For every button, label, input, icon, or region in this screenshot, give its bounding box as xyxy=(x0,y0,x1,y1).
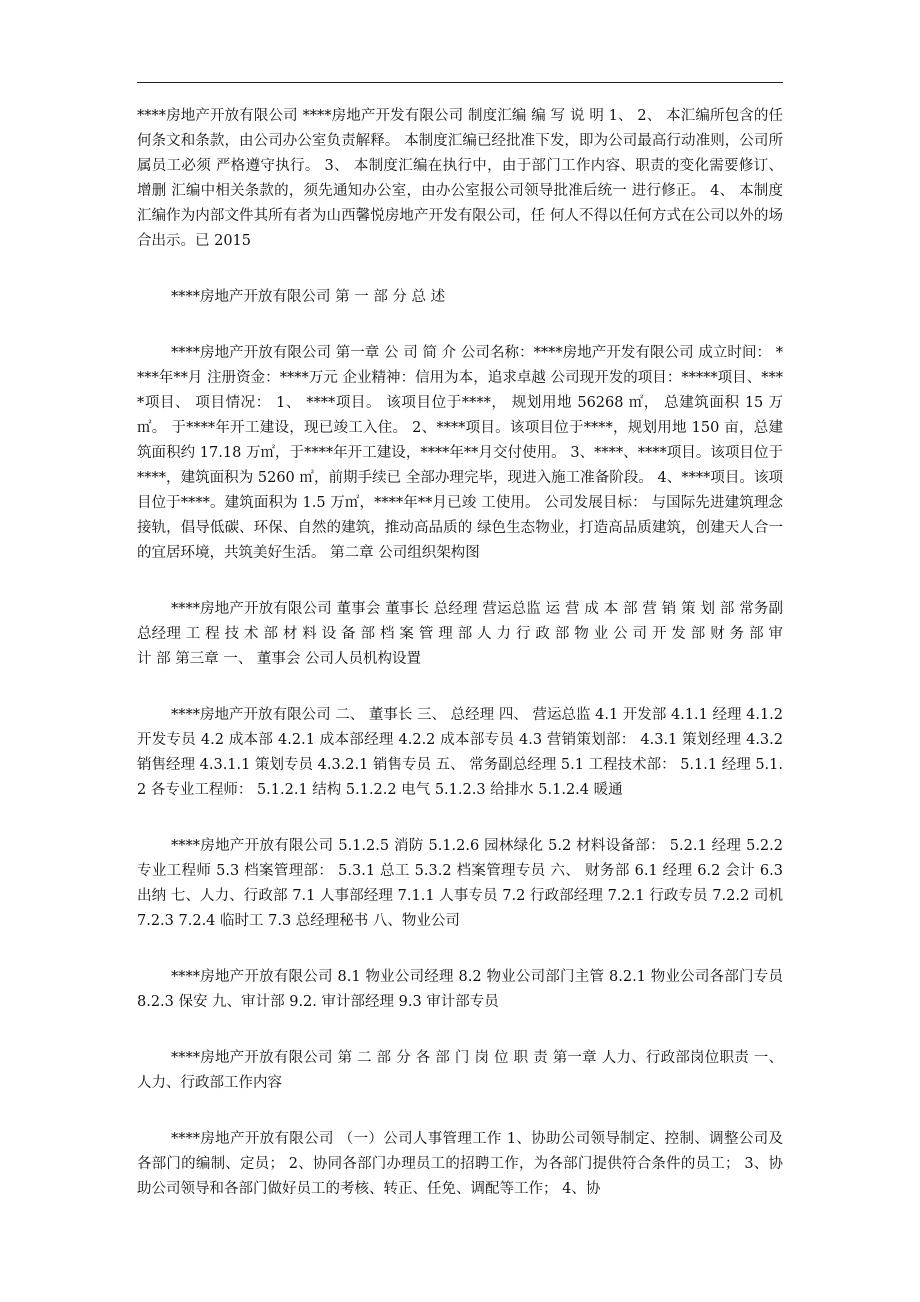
paragraph-positions-2: ****房地产开放有限公司 5.1.2.5 消防 5.1.2.6 园林绿化 5.2 材料设备部： 5.2.1 经理 5.2.2 专业工程师 5.3 档案管理部： 5.3.1 总工 5.3.2 档案管理专员 六、 财务部 6.1 经理 6.2 会计 6.3 出纳 七、人力、行政部 7.1 人事部经理 7.1.1 人事专员 7.2 行政部经理 7.2.1 行政专员 7.2.2 司机 7.2.3 7.2.4 临时工 7.3 总经理秘书 八、物业公司 xyxy=(137,838,783,929)
paragraph-intro: ****房地产开放有限公司 ****房地产开发有限公司 制度汇编 编 写 说 明 1、 2、 本汇编所包含的任何条文和条款，由公司办公室负责解释。 本制度汇编已经批准下发，即为公司最高行动准则，公司所属员工必须 严格遵守执行。 3、 本制度汇编在执行中，由于部门工作内容、职责的变化需要修订、增删 汇编中相关条款的，须先通知办公室，由办公室报公司领导批准后统一 进行修正。 4、 本制度汇编作为内部文件其所有者为山西馨悦房地产开发有限公司，任 何人不得以任何方式在公司以外的场合出示。已 2015 xyxy=(137,108,783,249)
paragraph-company-profile: ****房地产开放有限公司 第一章 公 司 简 介 公司名称：****房地产开发有限公司 成立时间： ****年**月 注册资金：****万元 企业精神：信用为本，追求卓越 公司现开发的项目：*****项目、****项目、 项目情况： 1、 ****项目。 该项目位于****， 规划用地 56268 ㎡， 总建筑面积 15 万㎡。 于****年开工建设，现已竣工入住。 2、****项目。该项目位于****，规划用地 150 亩，总建筑面积约 17.18 万㎡，于****年开工建设，****年**月交付使用。 3、****、****项目。该项目位于****，建筑面积为 5260 ㎡，前期手续已 全部办理完毕，现进入施工准备阶段。 4、****项目。该项目位于****。建筑面积为 1.5 万㎡，****年**月已竣 工使用。 公司发展目标： 与国际先进建筑理念接轨，倡导低碳、环保、自然的建筑，推动高品质的 绿色生态物业，打造高品质建筑，创建天人合一的宜居环境，共筑美好生活。 第二章 公司组织架构图 xyxy=(137,345,783,561)
paragraph-part-two-heading: ****房地产开放有限公司 第 二 部 分 各 部 门 岗 位 职 责 第一章 人力、行政部岗位职责 一、人力、行政部工作内容 xyxy=(137,1050,783,1091)
document-body xyxy=(137,104,783,1233)
header-rule xyxy=(137,82,783,83)
paragraph-part-one-heading: ****房地产开放有限公司 第 一 部 分 总 述 xyxy=(171,289,446,305)
paragraph-positions-3: ****房地产开放有限公司 8.1 物业公司经理 8.2 物业公司部门主管 8.2.1 物业公司各部门专员 8.2.3 保安 九、审计部 9.2. 审计部经理 9.3 审计部专员 xyxy=(137,969,783,1010)
paragraph-positions-1: ****房地产开放有限公司 二、 董事长 三、 总经理 四、 营运总监 4.1 开发部 4.1.1 经理 4.1.2 开发专员 4.2 成本部 4.2.1 成本部经理 4.2.2 成本部专员 4.3 营销策划部： 4.3.1 策划经理 4.3.2 销售经理 4.3.1.1 策划专员 4.3.2.1 销售专员 五、 常务副总经理 5.1 工程技术部： 5.1.1 经理 5.1.2 各专业工程师： 5.1.2.1 结构 5.1.2.2 电气 5.1.2.3 给排水 5.1.2.4 暖通 xyxy=(137,707,783,798)
paragraph-org-chart: ****房地产开放有限公司 董事会 董事长 总经理 营运总监 运 营 成 本 部 营 销 策 划 部 常务副总经理 工 程 技 术 部 材 料 设 备 部 档 案 管 理 部 人 力 行 政 部 物 业 公 司 开 发 部 财 务 部 审 计 部 第三章 一、 董事会 公司人员机构设置 xyxy=(137,601,783,667)
paragraph-hr-duties: ****房地产开放有限公司 （一）公司人事管理工作 1、协助公司领导制定、控制、调整公司及各部门的编制、定员； 2、协同各部门办理员工的招聘工作，为各部门提供符合条件的员工； 3、协助公司领导和各部门做好员工的考核、转正、任免、调配等工作； 4、协 xyxy=(137,1131,783,1197)
